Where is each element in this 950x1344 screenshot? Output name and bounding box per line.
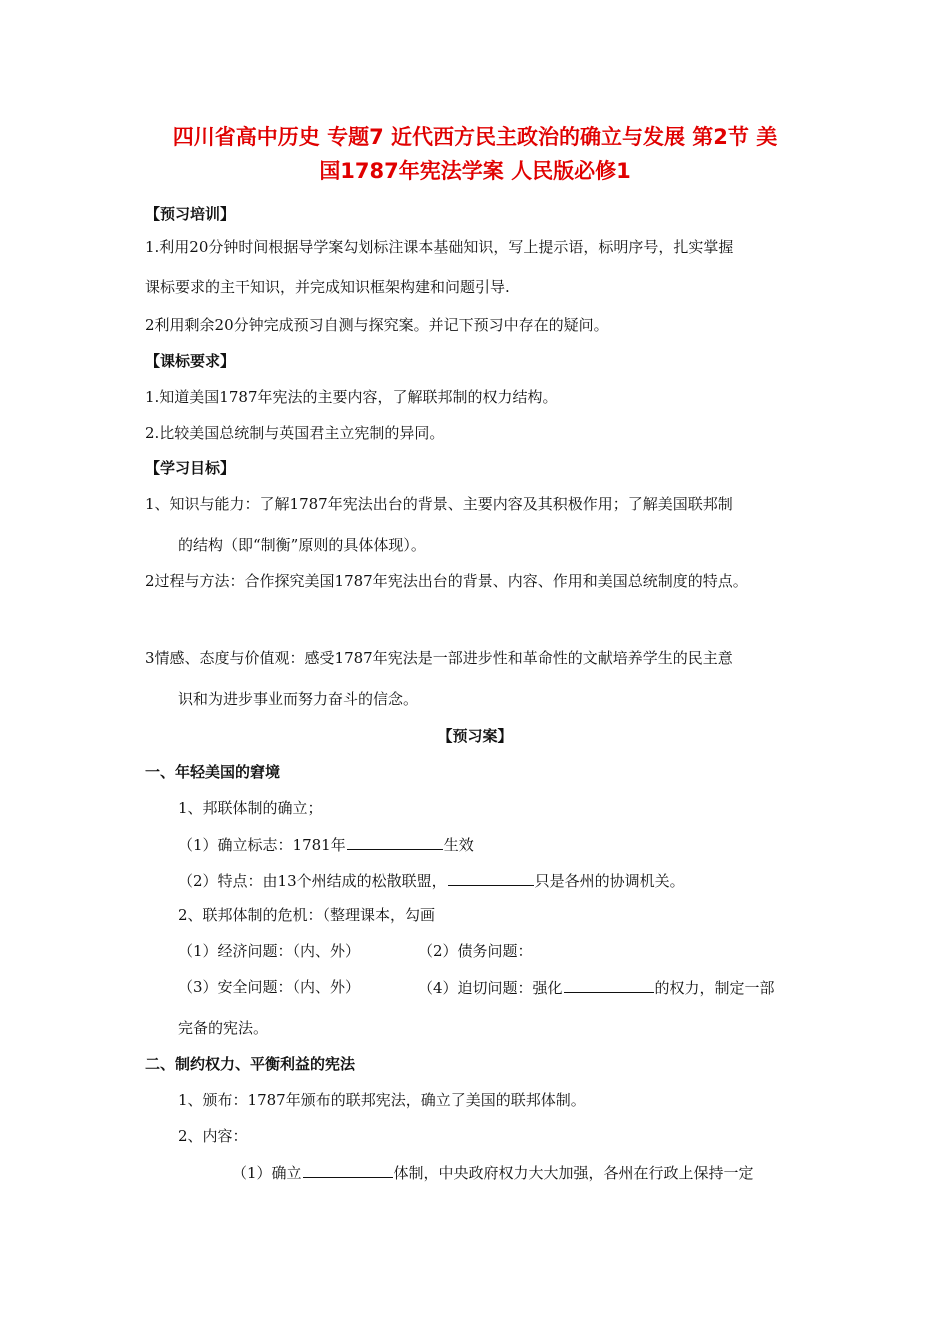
section-1-sub-1: 1、邦联体制的确立；	[178, 799, 323, 817]
section-2-sub-1: 1、颁布：1787年颁布的联邦宪法，确立了美国的联邦体制。	[178, 1091, 586, 1109]
section-1-sub-2-point-2: （2）债务问题：	[418, 942, 533, 960]
preview-training-item-1-line-1: 1.利用20分钟时间根据导学案勾划标注课本基础知识，写上提示语，标明序号，扎实掌握	[145, 238, 734, 256]
preview-training-heading: 【预习培训】	[145, 205, 236, 223]
document-title-line-1: 四川省高中历史 专题7 近代西方民主政治的确立与发展 第2节 美	[172, 125, 778, 149]
section-1-sub-2: 2、联邦体制的危机：（整理课本，勾画	[178, 906, 436, 924]
curriculum-item-2: 2.比较美国总统制与英国君主立宪制的异同。	[145, 424, 445, 442]
curriculum-heading: 【课标要求】	[145, 352, 236, 370]
fill-in-blank[interactable]	[448, 870, 534, 886]
section-2-sub-2: 2、内容：	[178, 1127, 248, 1145]
section-1-sub-2-point-4-line-2: 完备的宪法。	[178, 1019, 269, 1037]
preview-training-item-2: 2利用剩余20分钟完成预习自测与探究案。并记下预习中存在的疑问。	[145, 316, 609, 334]
preview-training-item-1-line-2: 课标要求的主干知识，并完成知识框架构建和问题引导.	[145, 278, 510, 296]
goals-item-1-line-1: 1、知识与能力：了解1787年宪法出台的背景、主要内容及其积极作用；了解美国联邦制	[145, 495, 733, 513]
section-1-heading: 一、年轻美国的窘境	[145, 763, 281, 781]
fill-in-blank[interactable]	[303, 1162, 393, 1178]
goals-item-3-line-2: 识和为进步事业而努力奋斗的信念。	[178, 690, 419, 708]
fill-in-blank[interactable]	[564, 977, 654, 993]
section-2-sub-2-point-1: （1）确立 体制，中央政府权力大大加强，各州在行政上保持一定	[232, 1164, 754, 1182]
curriculum-item-1: 1.知道美国1787年宪法的主要内容，了解联邦制的权力结构。	[145, 388, 558, 406]
section-1-sub-1-point-1: （1）确立标志：1781年 生效	[178, 836, 474, 854]
document-title-line-2: 国1787年宪法学案 人民版必修1	[319, 159, 631, 183]
section-2-heading: 二、制约权力、平衡利益的宪法	[145, 1055, 356, 1073]
section-1-sub-1-point-2: （2）特点：由13个州结成的松散联盟， 只是各州的协调机关。	[178, 872, 685, 890]
goals-heading: 【学习目标】	[145, 459, 236, 477]
goals-item-2: 2过程与方法：合作探究美国1787年宪法出台的背景、内容、作用和美国总统制度的特点。	[145, 572, 748, 590]
section-1-sub-2-point-4: （4）迫切问题：强化 的权力，制定一部	[418, 979, 775, 997]
fill-in-blank[interactable]	[347, 834, 443, 850]
goals-item-1-line-2: 的结构（即“制衡”原则的具体体现）。	[178, 536, 426, 554]
goals-item-3-line-1: 3情感、态度与价值观：感受1787年宪法是一部进步性和革命性的文献培养学生的民主意	[145, 649, 733, 667]
section-1-sub-2-point-3: （3）安全问题：（内、外）	[178, 978, 361, 996]
section-1-sub-2-point-1: （1）经济问题：（内、外）	[178, 942, 361, 960]
preview-plan-heading: 【预习案】	[437, 727, 513, 745]
